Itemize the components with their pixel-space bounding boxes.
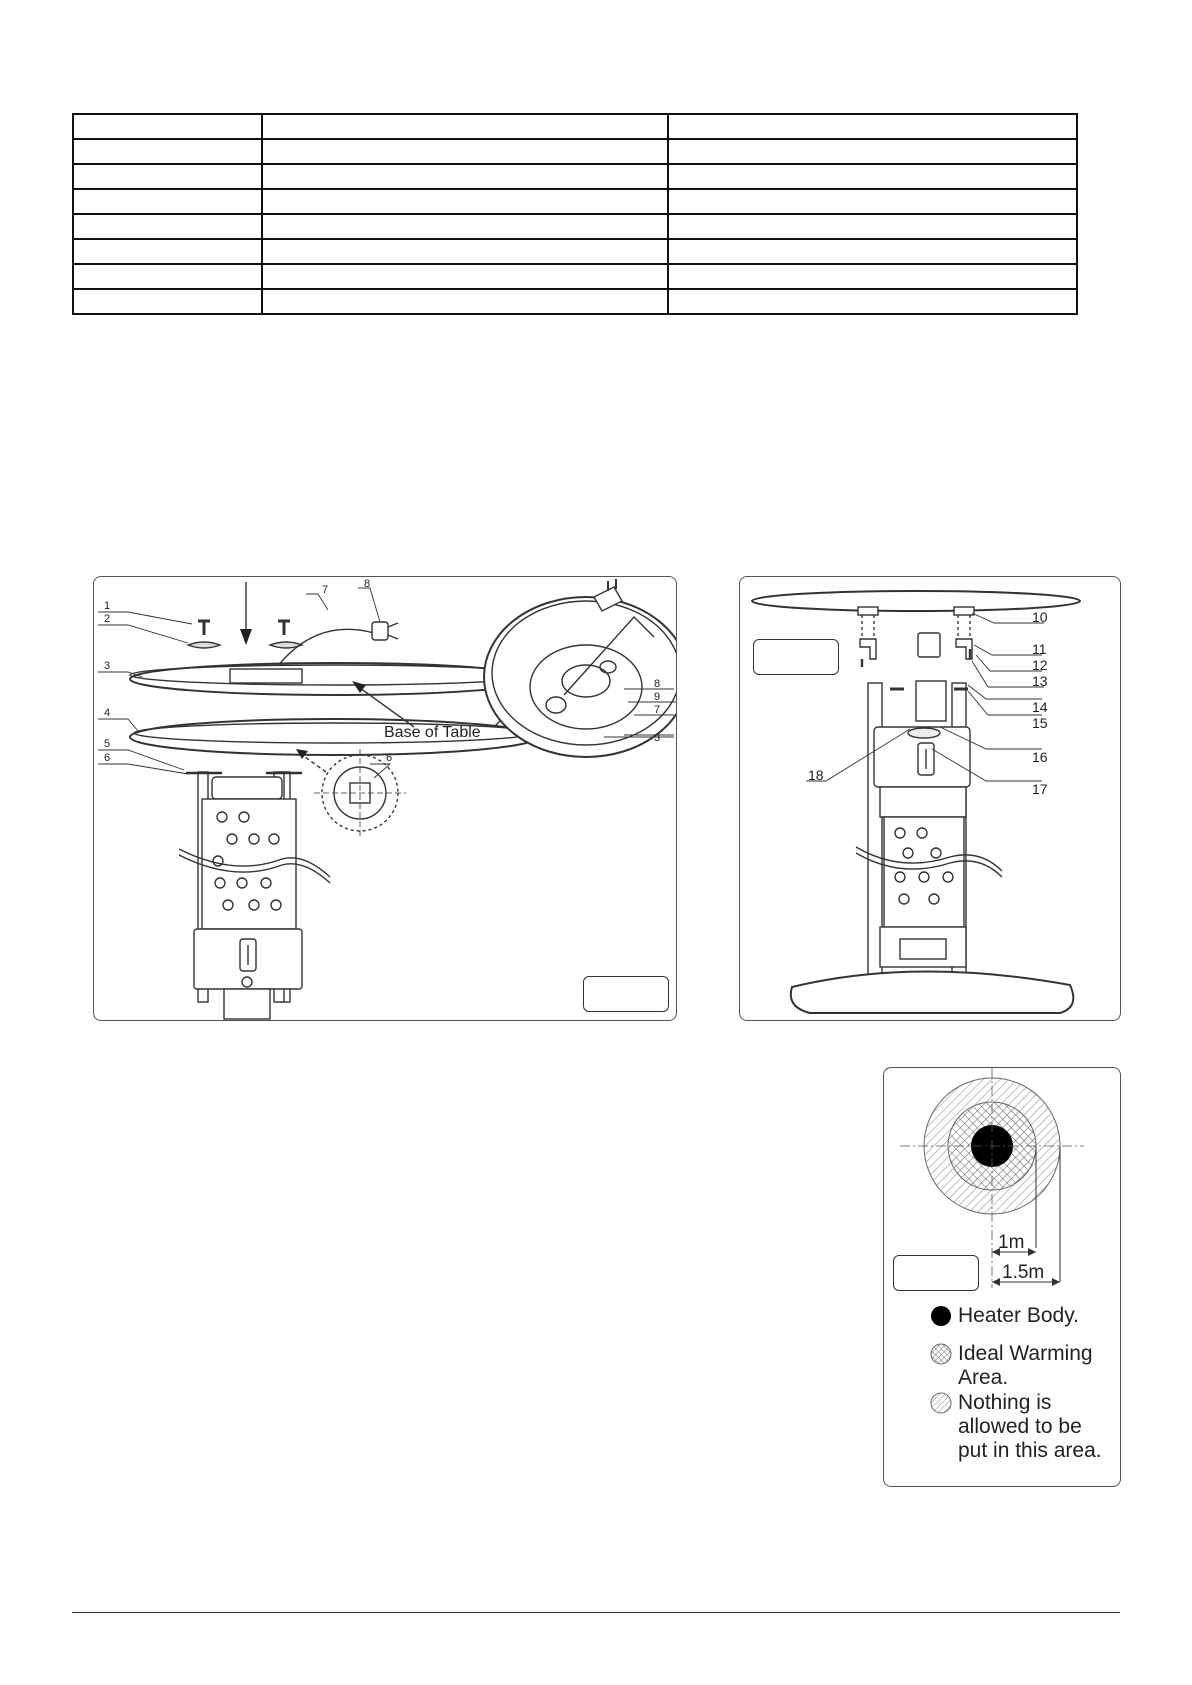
table-cell — [668, 264, 1077, 289]
table-cell — [73, 264, 262, 289]
mounting-diagram-panel — [739, 576, 1121, 1021]
side-part-number-9: 9 — [654, 691, 661, 703]
table-cell — [73, 114, 262, 139]
table-cell — [73, 289, 262, 314]
figure-tag — [893, 1255, 979, 1291]
table-cell — [262, 264, 668, 289]
warming-area-panel — [883, 1067, 1121, 1487]
table-cell — [262, 139, 668, 164]
part-number-5: 5 — [104, 738, 111, 750]
part-number-1: 1 — [104, 600, 111, 612]
hatch-circle-icon — [930, 1392, 952, 1414]
table-cell — [668, 164, 1077, 189]
table-cell — [668, 239, 1077, 264]
legend-label: Heater Body. — [958, 1304, 1080, 1327]
side-part-number-3: 3 — [654, 732, 661, 744]
solid-circle-icon — [930, 1305, 952, 1327]
table-cell — [668, 114, 1077, 139]
footer-rule — [72, 1612, 1120, 1613]
part-number-7: 7 — [322, 584, 329, 596]
spec-table-body — [73, 114, 1077, 314]
legend-label: Ideal Warming Area. — [958, 1342, 1093, 1389]
part-number-10: 10 — [1032, 609, 1048, 625]
crosshatch-circle-icon — [930, 1343, 952, 1365]
legend-label: Nothing is allowed to be put in this area. — [958, 1391, 1102, 1462]
assembly-diagram-panel — [93, 576, 677, 1021]
side-part-number-7: 7 — [654, 704, 661, 716]
table-row — [73, 189, 1077, 214]
part-number-3: 3 — [104, 660, 111, 672]
side-part-number-8: 8 — [654, 678, 661, 690]
part-number-16: 16 — [1032, 749, 1048, 765]
base-of-table-label: Base of Table — [384, 724, 481, 741]
table-cell — [262, 289, 668, 314]
legend-item-ideal-area — [930, 1342, 1093, 1390]
assembly-diagram — [94, 577, 676, 1020]
part-number-17: 17 — [1032, 781, 1048, 797]
part-number-6: 6 — [104, 752, 111, 764]
table-cell — [262, 214, 668, 239]
part-number-11: 11 — [1032, 641, 1047, 657]
table-row — [73, 164, 1077, 189]
table-cell — [668, 214, 1077, 239]
table-cell — [262, 114, 668, 139]
table-cell — [668, 189, 1077, 214]
table-row — [73, 214, 1077, 239]
dim-inner-label: 1m — [998, 1232, 1025, 1253]
dim-outer-label: 1.5m — [1002, 1262, 1045, 1283]
table-cell — [262, 189, 668, 214]
part-number-2: 2 — [104, 613, 111, 625]
table-row — [73, 289, 1077, 314]
table-row — [73, 239, 1077, 264]
part-number-12: 12 — [1032, 657, 1048, 673]
table-row — [73, 114, 1077, 139]
spec-table — [72, 113, 1078, 315]
table-cell — [73, 139, 262, 164]
table-cell — [668, 289, 1077, 314]
table-cell — [73, 239, 262, 264]
detail-part-number: 6 — [386, 752, 393, 764]
part-number-13: 13 — [1032, 673, 1048, 689]
table-row — [73, 264, 1077, 289]
table-row — [73, 139, 1077, 164]
table-cell — [73, 214, 262, 239]
table-cell — [262, 239, 668, 264]
legend-item-restricted-area — [930, 1391, 1102, 1463]
table-cell — [668, 139, 1077, 164]
figure-tag — [753, 639, 839, 675]
table-cell — [262, 164, 668, 189]
part-number-14: 14 — [1032, 699, 1048, 715]
part-number-8: 8 — [364, 578, 371, 590]
part-number-15: 15 — [1032, 715, 1048, 731]
legend-item-heater-body — [930, 1304, 1079, 1328]
table-cell — [73, 189, 262, 214]
part-number-4: 4 — [104, 707, 111, 719]
figure-tag — [583, 976, 669, 1012]
part-number-18: 18 — [808, 767, 824, 783]
table-cell — [73, 164, 262, 189]
